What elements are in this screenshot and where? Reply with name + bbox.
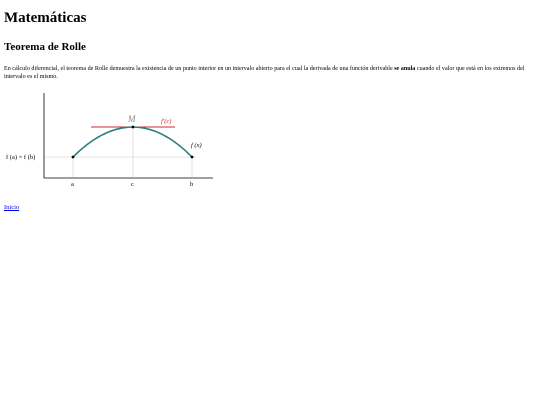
intro-bold-text: se anula: [394, 66, 416, 72]
label-fprime: f'(c): [161, 118, 172, 125]
footer-links: [4, 204, 536, 211]
point-b: [191, 156, 194, 159]
rolle-figure: [4, 89, 219, 189]
label-fa-equals-fb: f (a) = f (b): [6, 154, 36, 161]
point-a: [72, 156, 75, 159]
tick-label-b: b: [190, 181, 194, 188]
home-link[interactable]: Inicio: [4, 204, 20, 211]
label-M: M: [128, 114, 136, 124]
intro-text-start: En cálculo diferencial, el teorema de Rolle demuestra la existencia de un punto interior en un intervalo abierto para el cual la derivada de una función derivable: [4, 66, 395, 72]
page-title: Matemáticas: [4, 10, 87, 26]
intro-paragraph: [4, 65, 536, 81]
rolle-diagram: [4, 89, 219, 189]
point-M: [132, 126, 135, 129]
label-fx: f (x): [191, 142, 202, 149]
tick-label-c: c: [131, 181, 134, 188]
section-title: Teorema de Rolle: [4, 41, 86, 53]
function-curve: [73, 127, 192, 157]
intro-text-end: cuando el valor que está en los extremos del intervalo es el mismo.: [4, 66, 525, 80]
tick-label-a: a: [71, 181, 74, 188]
